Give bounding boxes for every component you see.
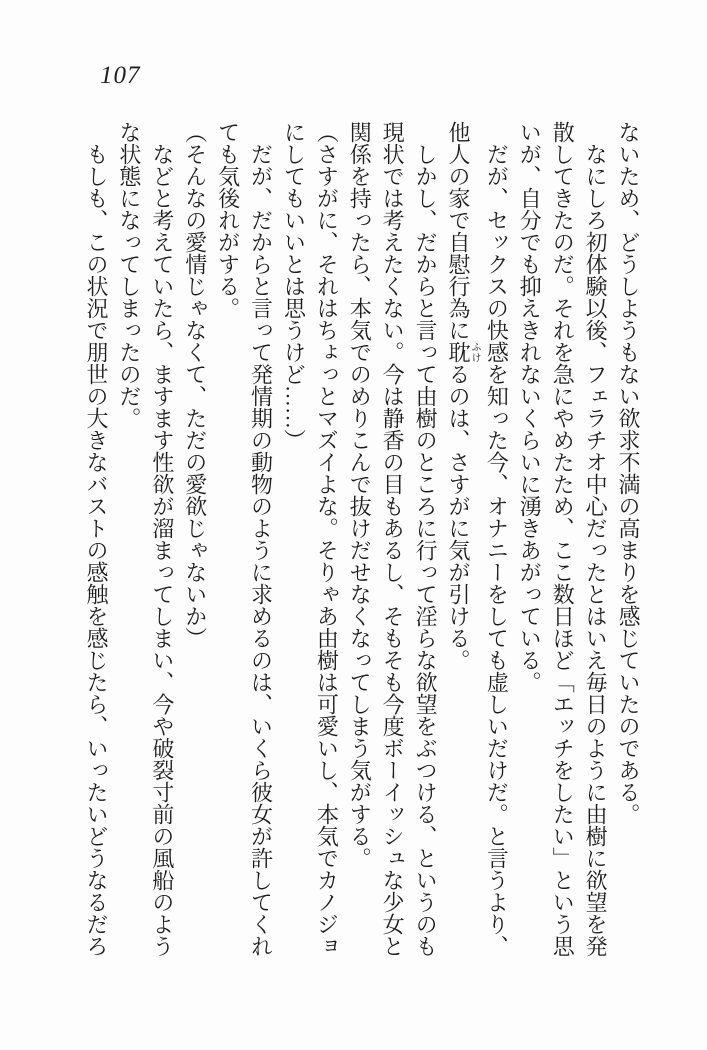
text-line: しかし、だからと言って由樹のところに行って淫らな欲望をぶつける、というのも (413, 143, 439, 957)
ruby-annotation: 耽ふけ (445, 341, 480, 363)
text-line: ないため、どうしようもない欲求不満の高まりを感じていたのである。 (616, 121, 641, 825)
text-line: な状態になってしまったのだ。 (116, 121, 142, 429)
text-line: もしも、この状況で朋世の大きなバストの感触を感じたら、いったいどうなるだろ (84, 143, 109, 957)
text-line: 散してきたのだ。それを急にやめたため、ここ数日ほど「エッチをしたい」という思 (550, 121, 576, 957)
text-line: なにしろ初体験以後、フェラチオ中心だったとはいえ毎日のように由樹に欲望を発 (583, 143, 609, 957)
text-line: （そんなの愛情じゃなくて、ただの愛欲じゃないか） (182, 121, 208, 649)
text-line: （さすがに、それはちょっとマズイよな。そりゃあ由樹は可愛いし、本気でカノジョ (314, 121, 340, 957)
body-text (84, 121, 644, 959)
page-number: 107 (100, 62, 141, 89)
text-line: いが、自分でも抑えきれないくらいに湧きあがっている。 (517, 121, 543, 693)
text-line: 現状では考えたくない。今は静香の目もあるし、そもそも今度ボーイッシュな少女と (380, 121, 406, 957)
text-line: ても気後れがする。 (215, 121, 241, 319)
text-line: にしてもいいとは思うけど……） (281, 121, 307, 451)
text-line: 関係を持ったら、本気でのめりこんで抜けだせなくなってしまう気がする。 (347, 121, 373, 869)
text-line: などと考えていたら、ますます性欲が溜まってしまい、今や破裂寸前の風船のよう (149, 143, 175, 957)
text-line: だが、セックスの快感を知った今、オナニーをしても虚しいだけだ。と言うより、 (484, 143, 510, 957)
text-line: だが、だからと言って発情期の動物のように求めるのは、いくら彼女が許してくれ (248, 143, 274, 957)
text-line: 他人の家で自慰行為に耽ふけるのは、さすがに気が引ける。 (445, 121, 480, 671)
